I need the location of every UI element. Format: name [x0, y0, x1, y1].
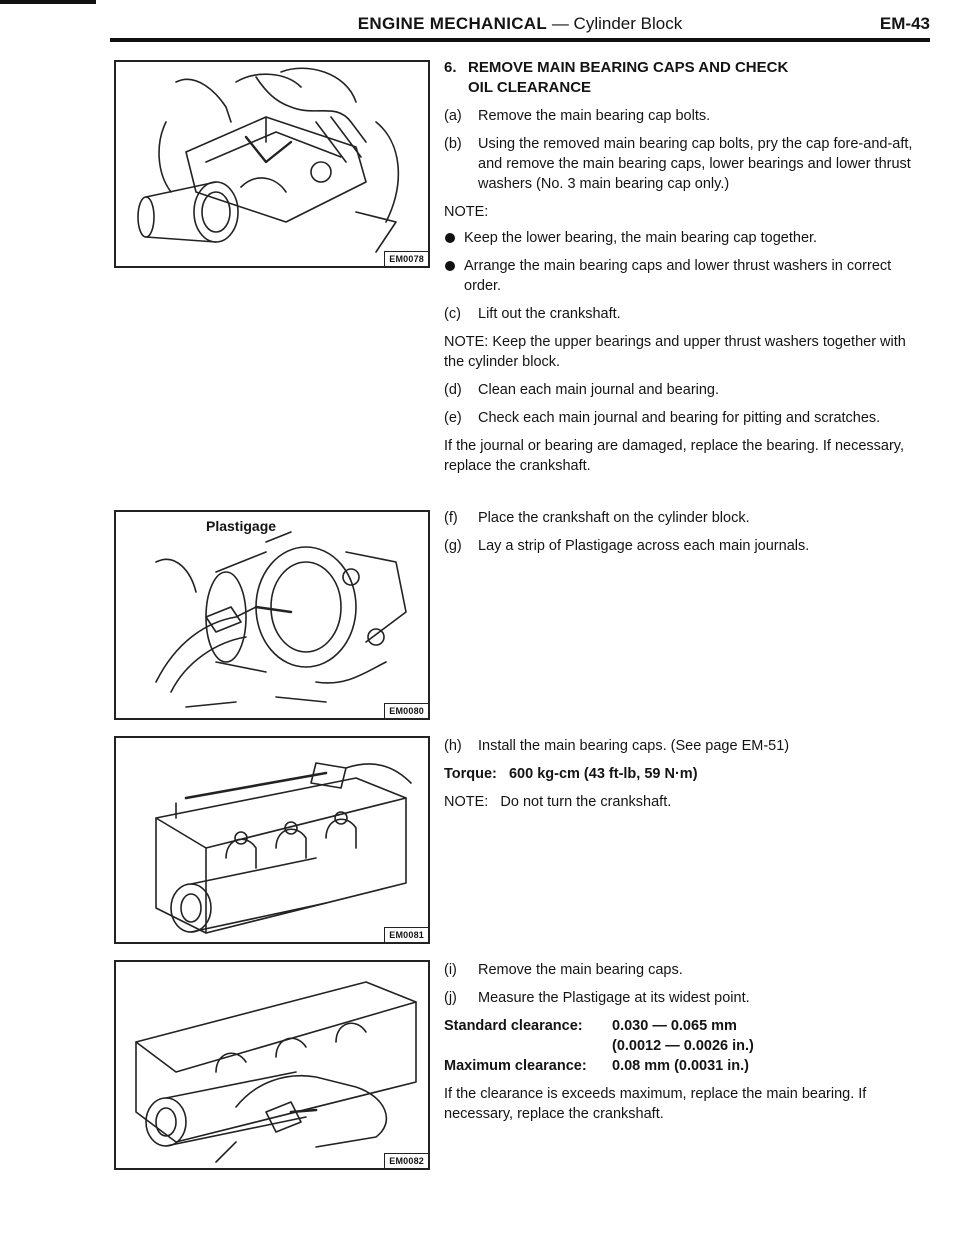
bearing-cap-removal-illustration — [116, 62, 428, 266]
step-j: (j) Measure the Plastigage at its widest point. — [444, 990, 750, 1006]
page-header — [110, 12, 930, 38]
figure-bearing-cap-removal — [114, 60, 430, 268]
note-do-not-turn: NOTE: Do not turn the crankshaft. — [444, 794, 672, 810]
heading-line-2: OIL CLEARANCE — [468, 79, 592, 96]
bullet-icon — [445, 261, 455, 271]
step-a: (a) Remove the main bearing cap bolts. — [444, 108, 711, 124]
maximum-clearance-value: 0.08 mm (0.0031 in.) — [612, 1058, 750, 1074]
title-separator: — — [551, 14, 569, 33]
damage-instruction: If the journal or bearing are damaged, replace the bearing. If necessary, replace the crankshaft. — [444, 438, 904, 474]
page-corner-mark — [0, 0, 96, 4]
step-d: (d) Clean each main journal and bearing. — [444, 382, 720, 398]
note-label: NOTE: — [444, 204, 489, 220]
step-c: (c) Lift out the crankshaft. — [444, 306, 621, 322]
section-measure-clearance — [444, 960, 924, 1132]
standard-clearance-label: Standard clearance: — [444, 1018, 583, 1034]
figure-torque-bearing-caps — [114, 736, 430, 944]
step-b: (b) Using the removed main bearing cap bolts, pry the cap fore-and-aft, and remove the main bearing caps, lower bearings and lower thrust washers (No. 3 main bearing cap only.) — [444, 136, 913, 192]
page-number: EM-43 — [879, 14, 930, 33]
heading-line-1: REMOVE MAIN BEARING CAPS AND CHECK — [468, 59, 789, 76]
header-rule — [110, 38, 930, 42]
section-place-plastigage — [444, 508, 924, 564]
step-e: (e) Check each main journal and bearing for pitting and scratches. — [444, 410, 881, 426]
step-i: (i) Remove the main bearing caps. — [444, 962, 683, 978]
torque-bearing-caps-illustration — [116, 738, 428, 942]
figure-code: EM0082 — [384, 1153, 428, 1168]
section-heading — [444, 58, 924, 98]
maximum-clearance-row — [444, 1056, 924, 1076]
measure-plastigage-illustration — [116, 962, 428, 1168]
plastigage-label: Plastigage — [206, 518, 277, 534]
torque-spec: Torque: 600 kg-cm (43 ft-lb, 59 N·m) — [444, 766, 698, 782]
exceeds-maximum-instruction: If the clearance is exceeds maximum, replace the main bearing. If necessary, replace the crankshaft. — [444, 1086, 867, 1122]
title-subsection: Cylinder Block — [573, 14, 683, 33]
maximum-clearance-label: Maximum clearance: — [444, 1058, 587, 1074]
note-bullet: Keep the lower bearing, the main bearing cap together. — [444, 228, 924, 248]
figure-plastigage-placement — [114, 510, 430, 720]
title-section: ENGINE MECHANICAL — [357, 14, 548, 33]
step-f: (f) Place the crankshaft on the cylinder block. — [444, 510, 750, 526]
page-title — [110, 14, 930, 34]
standard-clearance-value: 0.030 — 0.065 mm (0.0012 — 0.0026 in.) — [612, 1018, 754, 1054]
section-remove-main-bearing-caps — [444, 58, 924, 484]
figure-code: EM0078 — [384, 251, 428, 266]
note-upper-bearings: NOTE: Keep the upper bearings and upper thrust washers together with the cylinder block. — [444, 334, 906, 370]
plastigage-placement-illustration — [116, 512, 428, 718]
figure-code: EM0081 — [384, 927, 428, 942]
standard-clearance-row — [444, 1016, 924, 1056]
section-number: 6. — [444, 59, 457, 76]
section-install-bearing-caps — [444, 736, 924, 820]
bullet-icon — [445, 233, 455, 243]
step-g: (g) Lay a strip of Plastigage across each main journals. — [444, 538, 810, 554]
figure-measure-plastigage — [114, 960, 430, 1170]
note-bullet: Arrange the main bearing caps and lower thrust washers in correct order. — [444, 256, 924, 296]
figure-code: EM0080 — [384, 703, 428, 718]
step-h: (h) Install the main bearing caps. (See page EM-51) — [444, 738, 790, 754]
